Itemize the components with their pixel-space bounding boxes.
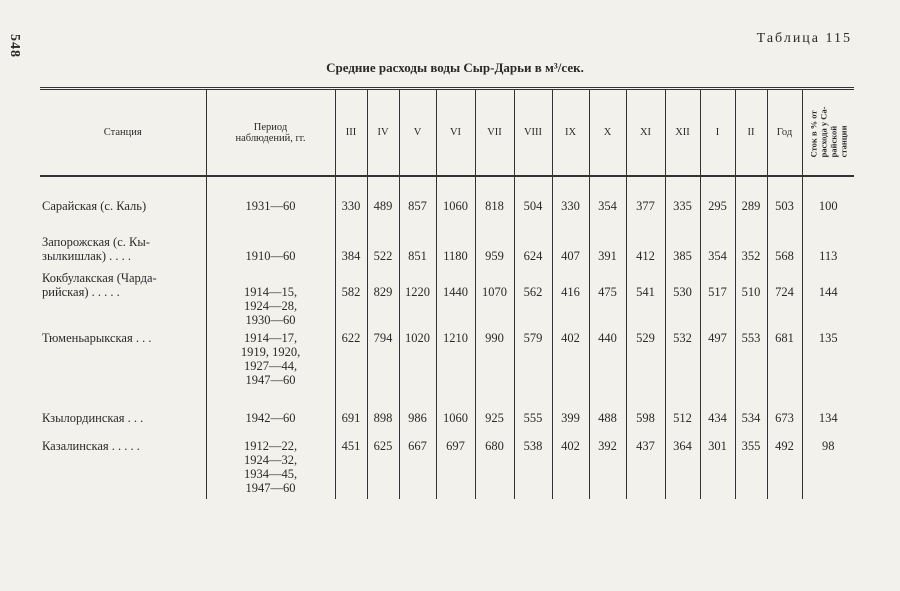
value-cell: 377 (626, 199, 665, 235)
pct-cell: 113 (802, 235, 854, 271)
value-cell: 385 (665, 235, 700, 271)
value-cell: 530 (665, 271, 700, 331)
value-cell: 407 (552, 235, 589, 271)
table-label: Таблица 115 (756, 31, 852, 46)
pct-cell: 98 (802, 439, 854, 499)
period-text: 1914—17, (243, 331, 298, 345)
header-month-I: I (700, 90, 735, 176)
value-cell: 534 (735, 411, 767, 439)
header-month-III: III (335, 90, 367, 176)
value-cell: 392 (589, 439, 626, 499)
pct-cell: 135 (802, 331, 854, 411)
value-cell: 517 (700, 271, 735, 331)
value-cell: 851 (399, 235, 436, 271)
station-cell (40, 271, 206, 331)
value-cell: 504 (514, 199, 552, 235)
value-cell: 416 (552, 271, 589, 331)
year-cell: 568 (767, 235, 802, 271)
station-cell (40, 439, 206, 499)
value-cell: 1070 (475, 271, 514, 331)
pct-cell: 134 (802, 411, 854, 439)
table-title: Средние расходы воды Сыр-Дарьи в м³/сек. (326, 60, 584, 75)
period-text: 1914—15, (243, 285, 298, 299)
year-cell: 492 (767, 439, 802, 499)
header-month-XII: XII (665, 90, 700, 176)
value-cell: 538 (514, 439, 552, 499)
station-cell (40, 235, 206, 271)
header-month-VIII: VIII (514, 90, 552, 176)
value-cell: 522 (367, 235, 399, 271)
value-cell: 412 (626, 235, 665, 271)
header-station: Станция (40, 90, 206, 176)
value-cell: 624 (514, 235, 552, 271)
period-text: 1930—60 (245, 313, 296, 327)
value-cell: 512 (665, 411, 700, 439)
value-cell: 1220 (399, 271, 436, 331)
value-cell: 440 (589, 331, 626, 411)
value-cell: 1060 (436, 411, 475, 439)
year-cell: 503 (767, 199, 802, 235)
period-text: 1924—32, (243, 453, 298, 467)
header-month-IV: IV (367, 90, 399, 176)
value-cell: 829 (367, 271, 399, 331)
value-cell: 529 (626, 331, 665, 411)
value-cell: 335 (665, 199, 700, 235)
station-name: Кзылординская . . . (42, 411, 144, 425)
period-cell (206, 235, 335, 271)
period-cell (206, 199, 335, 235)
header-runoff-pct-text: Сток в % от расхода у Са- райской станции (808, 106, 849, 158)
value-cell: 301 (700, 439, 735, 499)
discharge-table (40, 90, 854, 499)
value-cell: 598 (626, 411, 665, 439)
station-cell (40, 199, 206, 235)
value-cell: 818 (475, 199, 514, 235)
data-table-container (40, 87, 854, 499)
period-text: 1912—22, (243, 439, 298, 453)
table-body (40, 176, 854, 499)
header-row (40, 90, 854, 176)
value-cell: 986 (399, 411, 436, 439)
table-row (40, 331, 854, 411)
period-text: 1919, 1920, (240, 345, 301, 359)
value-cell: 354 (700, 235, 735, 271)
value-cell: 1180 (436, 235, 475, 271)
value-cell: 402 (552, 439, 589, 499)
value-cell: 475 (589, 271, 626, 331)
page-number: 548 (7, 34, 22, 58)
table-row (40, 411, 854, 439)
station-name: рийская) . . . . . (42, 285, 120, 299)
period-text: 1947—60 (245, 373, 296, 387)
station-name: Казалинская . . . . . (42, 439, 140, 453)
header-runoff-pct (802, 90, 854, 176)
header-month-VI: VI (436, 90, 475, 176)
value-cell: 391 (589, 235, 626, 271)
value-cell: 1060 (436, 199, 475, 235)
value-cell: 399 (552, 411, 589, 439)
header-month-II: II (735, 90, 767, 176)
value-cell: 352 (735, 235, 767, 271)
value-cell: 489 (367, 199, 399, 235)
value-cell: 625 (367, 439, 399, 499)
value-cell: 330 (335, 199, 367, 235)
station-name: Запорожская (с. Кы- (42, 235, 150, 249)
header-month-IX: IX (552, 90, 589, 176)
value-cell: 555 (514, 411, 552, 439)
period-text: 1927—44, (243, 359, 298, 373)
value-cell: 488 (589, 411, 626, 439)
period-text: 1947—60 (245, 481, 296, 495)
period-cell (206, 439, 335, 499)
value-cell: 1210 (436, 331, 475, 411)
period-text: 1934—45, (243, 467, 298, 481)
value-cell: 990 (475, 331, 514, 411)
value-cell: 680 (475, 439, 514, 499)
table-row (40, 235, 854, 271)
value-cell: 510 (735, 271, 767, 331)
value-cell: 532 (665, 331, 700, 411)
header-period: Период наблюдений, гг. (206, 90, 335, 176)
value-cell: 434 (700, 411, 735, 439)
station-name: Тюменьарыкская . . . (42, 331, 152, 345)
value-cell: 553 (735, 331, 767, 411)
value-cell: 667 (399, 439, 436, 499)
value-cell: 898 (367, 411, 399, 439)
value-cell: 289 (735, 199, 767, 235)
period-text: 1924—28, (243, 299, 298, 313)
period-text: 1910—60 (245, 249, 296, 263)
table-row (40, 271, 854, 331)
header-month-XI: XI (626, 90, 665, 176)
value-cell: 295 (700, 199, 735, 235)
header-month-X: X (589, 90, 626, 176)
value-cell: 330 (552, 199, 589, 235)
value-cell: 497 (700, 331, 735, 411)
table-spacer-row (40, 176, 854, 199)
value-cell: 451 (335, 439, 367, 499)
value-cell: 622 (335, 331, 367, 411)
table-row (40, 199, 854, 235)
value-cell: 582 (335, 271, 367, 331)
pct-cell: 100 (802, 199, 854, 235)
value-cell: 384 (335, 235, 367, 271)
value-cell: 925 (475, 411, 514, 439)
period-cell (206, 331, 335, 411)
value-cell: 402 (552, 331, 589, 411)
value-cell: 354 (589, 199, 626, 235)
value-cell: 1020 (399, 331, 436, 411)
value-cell: 437 (626, 439, 665, 499)
value-cell: 697 (436, 439, 475, 499)
station-name: зылкишлак) . . . . (42, 249, 131, 263)
year-cell: 681 (767, 331, 802, 411)
station-cell (40, 331, 206, 411)
station-name: Сарайская (с. Каль) (42, 199, 147, 213)
year-cell: 673 (767, 411, 802, 439)
value-cell: 579 (514, 331, 552, 411)
value-cell: 794 (367, 331, 399, 411)
value-cell: 959 (475, 235, 514, 271)
station-name: Кокбулакская (Чарда- (42, 271, 157, 285)
value-cell: 541 (626, 271, 665, 331)
station-cell (40, 411, 206, 439)
header-month-V: V (399, 90, 436, 176)
table-row (40, 439, 854, 499)
value-cell: 857 (399, 199, 436, 235)
pct-cell: 144 (802, 271, 854, 331)
header-month-VII: VII (475, 90, 514, 176)
value-cell: 355 (735, 439, 767, 499)
period-text: 1931—60 (245, 199, 296, 213)
year-cell: 724 (767, 271, 802, 331)
value-cell: 1440 (436, 271, 475, 331)
period-text: 1942—60 (245, 411, 296, 425)
value-cell: 562 (514, 271, 552, 331)
period-cell (206, 271, 335, 331)
header-year: Год (767, 90, 802, 176)
value-cell: 364 (665, 439, 700, 499)
value-cell: 691 (335, 411, 367, 439)
period-cell (206, 411, 335, 439)
